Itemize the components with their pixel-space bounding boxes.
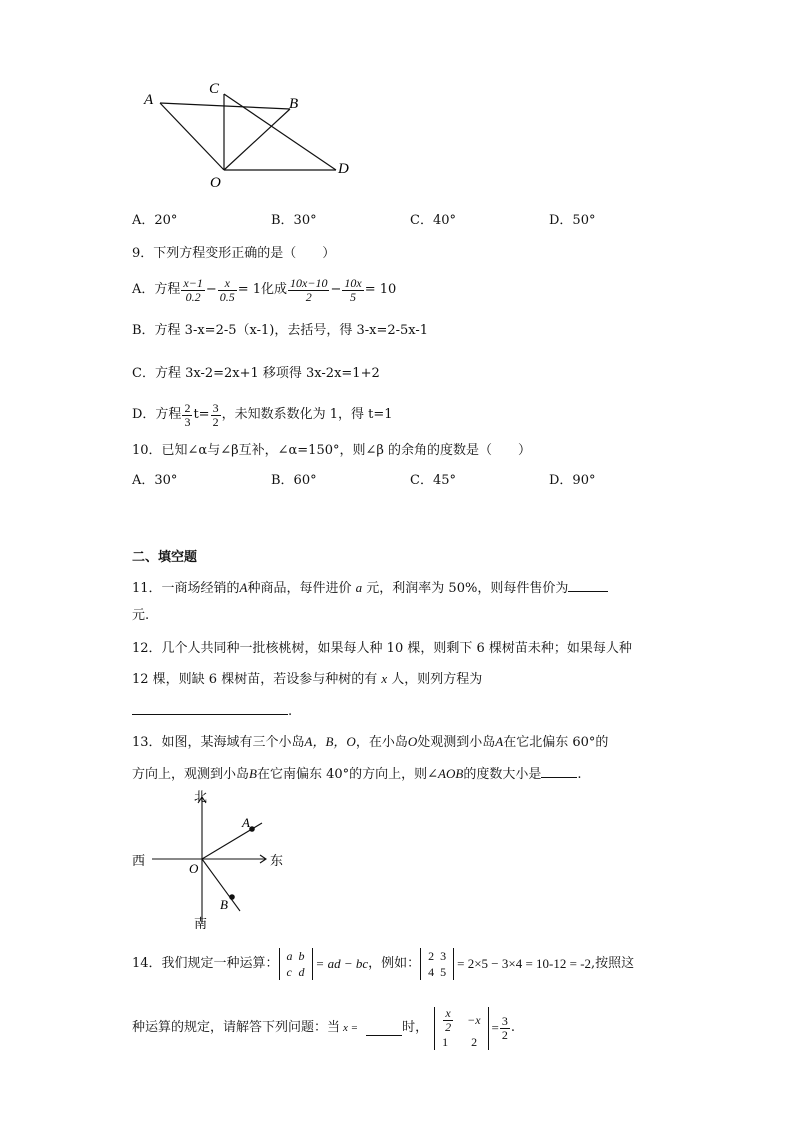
q14-example-determinant: 2 3 4 5 bbox=[420, 948, 454, 980]
q13-answer-blank[interactable] bbox=[541, 763, 577, 778]
q14-def-determinant: a b c d bbox=[279, 948, 313, 980]
q14-line2: 种运算的规定，请解答下列问题：当 x = 时， $\frac{x}{2}$ −x 1 2 = $\frac{3}{2}$ . bbox=[132, 1005, 516, 1049]
label-A2: A bbox=[242, 815, 250, 830]
label-west: 西 bbox=[132, 853, 146, 868]
q11-line1: 11．一商场经销的A种商品，每件进价 a 元，利润率为 50%，则每件售价为 bbox=[132, 577, 608, 598]
q9-a-frac3: $\frac{10x-10}{2}$ bbox=[290, 275, 328, 304]
compass-figure bbox=[128, 787, 298, 932]
label-C: C bbox=[209, 81, 220, 97]
q13-line1: 13．如图，某海域有三个小岛A，B，O，在小岛O处观测到小岛A在它北偏东 60°的 bbox=[132, 734, 609, 750]
point-B bbox=[229, 894, 235, 900]
label-O2: O bbox=[189, 861, 199, 876]
label-south: 南 bbox=[194, 916, 208, 931]
label-D: D bbox=[338, 161, 349, 177]
q10-option-d: D．90° bbox=[549, 473, 596, 488]
q9-option-c: C．方程 3x-2=2x+1 移项得 3x-2x=1+2 bbox=[132, 366, 380, 381]
q9-a-prefix: A．方程 bbox=[132, 282, 181, 297]
q14-given-determinant: $\frac{x}{2}$ −x 1 2 bbox=[434, 1007, 488, 1050]
label-B2: B bbox=[220, 897, 228, 912]
q14-line1: 14．我们规定一种运算： a b c d = ad − bc ，例如： 2 3 4 5 = 2×5 − 3×4 = 10-12 = -2 ,按照这 bbox=[132, 949, 635, 979]
q11-line2: 元. bbox=[132, 608, 150, 623]
q12-line2: 12 棵，则缺 6 棵树苗，若设参与种树的有 x 人，则列方程为 bbox=[132, 671, 483, 687]
q12-answer-blank[interactable] bbox=[132, 700, 288, 715]
q9-a-frac1: $\frac{x-1}{0.2}$ bbox=[183, 275, 203, 304]
q13-line2: 方向上，观测到小岛B在它南偏东 40°的方向上，则∠AOB的度数大小是 . bbox=[132, 763, 581, 784]
q9-a-frac2: $\frac{x}{0.5}$ bbox=[219, 275, 235, 304]
q9-a-frac4: $\frac{10x}{5}$ bbox=[344, 275, 362, 304]
q8-option-a: A．20° bbox=[132, 213, 178, 228]
q8-option-b: B．30° bbox=[271, 213, 317, 228]
point-A bbox=[249, 826, 255, 832]
q10-option-a: A．30° bbox=[132, 473, 178, 488]
q9-option-b: B．方程 3-x=2-5（x-1)，去括号，得 3-x=2-5x-1 bbox=[132, 323, 429, 338]
label-east: 东 bbox=[270, 853, 284, 868]
q12-line3: . bbox=[132, 700, 292, 721]
q9-d-frac2: $\frac{3}{2}$ bbox=[212, 400, 219, 429]
q11-answer-blank[interactable] bbox=[568, 577, 608, 592]
q8-option-d: D．50° bbox=[549, 213, 596, 228]
q8-option-c: C．40° bbox=[410, 213, 456, 228]
label-B: B bbox=[289, 96, 299, 112]
q14-answer-blank[interactable] bbox=[366, 1021, 402, 1036]
q9-stem: 9．下列方程变形正确的是（ ） bbox=[132, 246, 336, 261]
label-O: O bbox=[210, 175, 221, 191]
label-north: 北 bbox=[194, 789, 208, 804]
q12-line1: 12．几个人共同种一批核桃树，如果每人种 10 棵，则剩下 6 棵树苗未种；如果每人种 bbox=[132, 641, 632, 656]
q10-option-b: B．60° bbox=[271, 473, 317, 488]
section-heading: 二、填空题 bbox=[132, 550, 198, 565]
q10-stem: 10．已知∠α与∠β互补，∠α=150°，则∠β 的余角的度数是（ ） bbox=[132, 443, 532, 458]
q9-d-frac1: $\frac{2}{3}$ bbox=[184, 400, 191, 429]
q9-option-a: A．方程 $\frac{x-1}{0.2}$ − $\frac{x}{0.5}$ = 1化成 $\frac{10x-10}{2}$ − $\frac{10x}{5}$ = 10 bbox=[132, 275, 397, 304]
q9-option-d: D．方程 $\frac{2}{3}$ t= $\frac{3}{2}$ ，未知数系数化为 1，得 t=1 bbox=[132, 400, 393, 429]
q10-option-c: C．45° bbox=[410, 473, 456, 488]
geometry-figure bbox=[140, 76, 370, 191]
label-A: A bbox=[144, 92, 154, 108]
q14-result-frac: $\frac{3}{2}$ bbox=[501, 1013, 508, 1042]
